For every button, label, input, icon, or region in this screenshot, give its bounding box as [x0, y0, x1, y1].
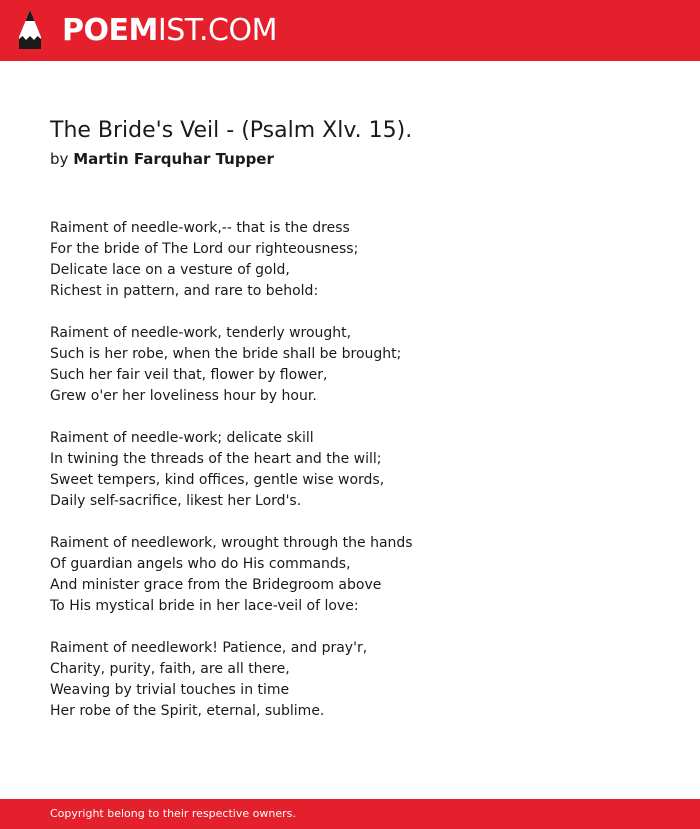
poem-line: For the bride of The Lord our righteousness; — [50, 241, 359, 257]
poem-line: To His mystical bride in her lace-veil of love: — [50, 598, 359, 614]
brand-bold-text: POEM — [62, 13, 158, 48]
stanza — [50, 218, 650, 302]
poem-line: In twining the threads of the heart and the will; — [50, 451, 382, 467]
site-footer — [0, 799, 700, 829]
poem-line: Such is her robe, when the bride shall be brought; — [50, 346, 402, 362]
poem-line: Grew o'er her loveliness hour by hour. — [50, 388, 317, 404]
author-name: Martin Farquhar Tupper — [73, 150, 274, 168]
poem-line: And minister grace from the Bridegroom above — [50, 577, 382, 593]
poem-line: Charity, purity, faith, are all there, — [50, 661, 290, 677]
poem-line: Weaving by trivial touches in time — [50, 682, 290, 698]
poem-body — [50, 218, 650, 743]
site-logo-link[interactable] — [62, 11, 277, 51]
poem-line: Sweet tempers, kind offices, gentle wise words, — [50, 472, 385, 488]
site-header — [0, 0, 700, 61]
poem-line: Raiment of needle-work,-- that is the dress — [50, 220, 350, 236]
poem-line: Raiment of needlework! Patience, and pray'r, — [50, 640, 368, 656]
pencil-tip-icon — [17, 9, 43, 51]
poem-byline — [50, 148, 274, 170]
poem-line: Raiment of needlework, wrought through the hands — [50, 535, 413, 551]
brand-light-text: IST.COM — [157, 13, 277, 48]
stanza — [50, 323, 650, 407]
poem-line: Of guardian angels who do His commands, — [50, 556, 351, 572]
poem-line: Richest in pattern, and rare to behold: — [50, 283, 319, 299]
stanza — [50, 638, 650, 722]
poem-line: Her robe of the Spirit, eternal, sublime. — [50, 703, 325, 719]
poem-line: Daily self-sacrifice, likest her Lord's. — [50, 493, 302, 509]
poem-title: The Bride's Veil - (Psalm Xlv. 15). — [50, 118, 413, 143]
by-label: by — [50, 150, 69, 168]
stanza — [50, 428, 650, 512]
copyright-notice: Copyright belong to their respective owners. — [50, 807, 296, 820]
poem-line: Delicate lace on a vesture of gold, — [50, 262, 290, 278]
poem-line: Raiment of needle-work; delicate skill — [50, 430, 314, 446]
stanza — [50, 533, 650, 617]
poem-line: Raiment of needle-work, tenderly wrought, — [50, 325, 352, 341]
poem-line: Such her fair veil that, flower by flower, — [50, 367, 328, 383]
